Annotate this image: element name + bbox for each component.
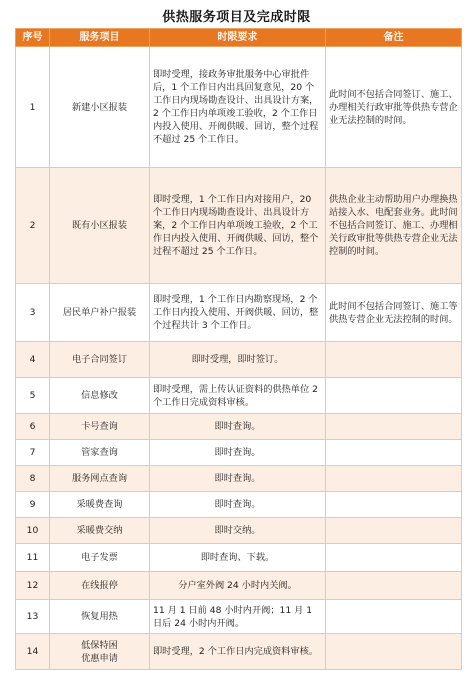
row-requirement: 即时查询。 bbox=[150, 466, 326, 492]
row-note: 供热企业主动帮助用户办理换热站接入水、电配套业务。此时间不包括合同签订、施工、办理相关行政审批等供热专营企业无法控制的时间。 bbox=[326, 168, 462, 284]
row-number: 1 bbox=[16, 47, 50, 168]
row-requirement: 11 月 1 日前 48 小时内开阀；11 月 1 日后 24 小时内开阀。 bbox=[150, 600, 326, 634]
table-header-row bbox=[16, 29, 462, 47]
row-number: 8 bbox=[16, 466, 50, 492]
row-service-item: 采暖费交纳 bbox=[50, 518, 150, 544]
row-requirement: 即时查询。 bbox=[150, 414, 326, 440]
header-requirement: 时限要求 bbox=[150, 29, 326, 47]
row-number: 11 bbox=[16, 544, 50, 572]
row-requirement: 即时受理，即时签订。 bbox=[150, 342, 326, 378]
row-service-item: 低保特困 优惠申请 bbox=[50, 634, 150, 670]
table-row bbox=[16, 634, 462, 670]
row-number: 14 bbox=[16, 634, 50, 670]
row-requirement: 即时受理，1 个工作日内勘察现场，2 个工作日内投入使用、开阀供暖、回访，整个过程共计 3 个工作日。 bbox=[150, 284, 326, 342]
row-service-item: 信息修改 bbox=[50, 378, 150, 414]
table-row bbox=[16, 414, 462, 440]
row-requirement: 即时受理，2 个工作日内完成资料审核。 bbox=[150, 634, 326, 670]
table-row bbox=[16, 518, 462, 544]
row-requirement: 即时查询。 bbox=[150, 440, 326, 466]
row-service-item: 服务网点查询 bbox=[50, 466, 150, 492]
table-row bbox=[16, 284, 462, 342]
row-service-item: 电子合同签订 bbox=[50, 342, 150, 378]
row-note: 此时间不包括合同签订、施工等供热专营企业无法控制的时间。 bbox=[326, 284, 462, 342]
row-requirement: 即时受理，1 个工作日内对接用户，20 个工作日内现场勘查设计、出具设计方案，2 个工作日内单项竣工验收，2 个工作日内投入使用、开阀供暖、回访，整个过程不超过 25 个工作日。 bbox=[150, 168, 326, 284]
row-number: 5 bbox=[16, 378, 50, 414]
row-note bbox=[326, 414, 462, 440]
table-row bbox=[16, 440, 462, 466]
service-table bbox=[15, 28, 462, 670]
table-row bbox=[16, 378, 462, 414]
row-number: 3 bbox=[16, 284, 50, 342]
table-row bbox=[16, 572, 462, 600]
row-note bbox=[326, 342, 462, 378]
row-number: 4 bbox=[16, 342, 50, 378]
row-service-item: 既有小区报装 bbox=[50, 168, 150, 284]
row-requirement: 即时查询。 bbox=[150, 492, 326, 518]
row-number: 7 bbox=[16, 440, 50, 466]
table-row bbox=[16, 342, 462, 378]
row-requirement: 即时查询、下载。 bbox=[150, 544, 326, 572]
row-number: 6 bbox=[16, 414, 50, 440]
row-note bbox=[326, 544, 462, 572]
row-service-item: 新建小区报装 bbox=[50, 47, 150, 168]
table-row bbox=[16, 600, 462, 634]
header-note: 备注 bbox=[326, 29, 462, 47]
row-requirement: 即时受理，需上传认证资料的供热单位 2 个工作日完成资料审核。 bbox=[150, 378, 326, 414]
table-row bbox=[16, 544, 462, 572]
row-requirement: 即时受理，接政务审批服务中心审批件后，1 个工作日内出具回复意见，20 个工作日内现场勘查设计、出具设计方案，2 个工作日内单项竣工验收，2 个工作日内投入使用、开阀供暖、回访，整个过程不超过 25 个工作日。 bbox=[150, 47, 326, 168]
page-title: 供热服务项目及完成时限 bbox=[162, 10, 311, 25]
row-service-item: 卡号查询 bbox=[50, 414, 150, 440]
row-service-item: 居民单户补户报装 bbox=[50, 284, 150, 342]
row-note bbox=[326, 600, 462, 634]
row-number: 13 bbox=[16, 600, 50, 634]
row-note: 此时间不包括合同签订、施工、办理相关行政审批等供热专营企业无法控制的时间。 bbox=[326, 47, 462, 168]
row-note bbox=[326, 440, 462, 466]
table-body bbox=[16, 47, 462, 670]
table-row bbox=[16, 168, 462, 284]
table-row bbox=[16, 47, 462, 168]
row-number: 2 bbox=[16, 168, 50, 284]
row-service-item: 电子发票 bbox=[50, 544, 150, 572]
table-row bbox=[16, 492, 462, 518]
row-number: 12 bbox=[16, 572, 50, 600]
row-number: 9 bbox=[16, 492, 50, 518]
row-note bbox=[326, 572, 462, 600]
header-no: 序号 bbox=[16, 29, 50, 47]
row-requirement: 分户室外阀 24 小时内关阀。 bbox=[150, 572, 326, 600]
table-row bbox=[16, 466, 462, 492]
header-item: 服务项目 bbox=[50, 29, 150, 47]
row-service-item: 恢复用热 bbox=[50, 600, 150, 634]
row-note bbox=[326, 378, 462, 414]
row-note bbox=[326, 466, 462, 492]
row-service-item: 管家查询 bbox=[50, 440, 150, 466]
row-note bbox=[326, 492, 462, 518]
row-note bbox=[326, 634, 462, 670]
row-note bbox=[326, 518, 462, 544]
row-number: 10 bbox=[16, 518, 50, 544]
row-service-item: 采暖费查询 bbox=[50, 492, 150, 518]
row-requirement: 即时交纳。 bbox=[150, 518, 326, 544]
row-service-item: 在线报停 bbox=[50, 572, 150, 600]
